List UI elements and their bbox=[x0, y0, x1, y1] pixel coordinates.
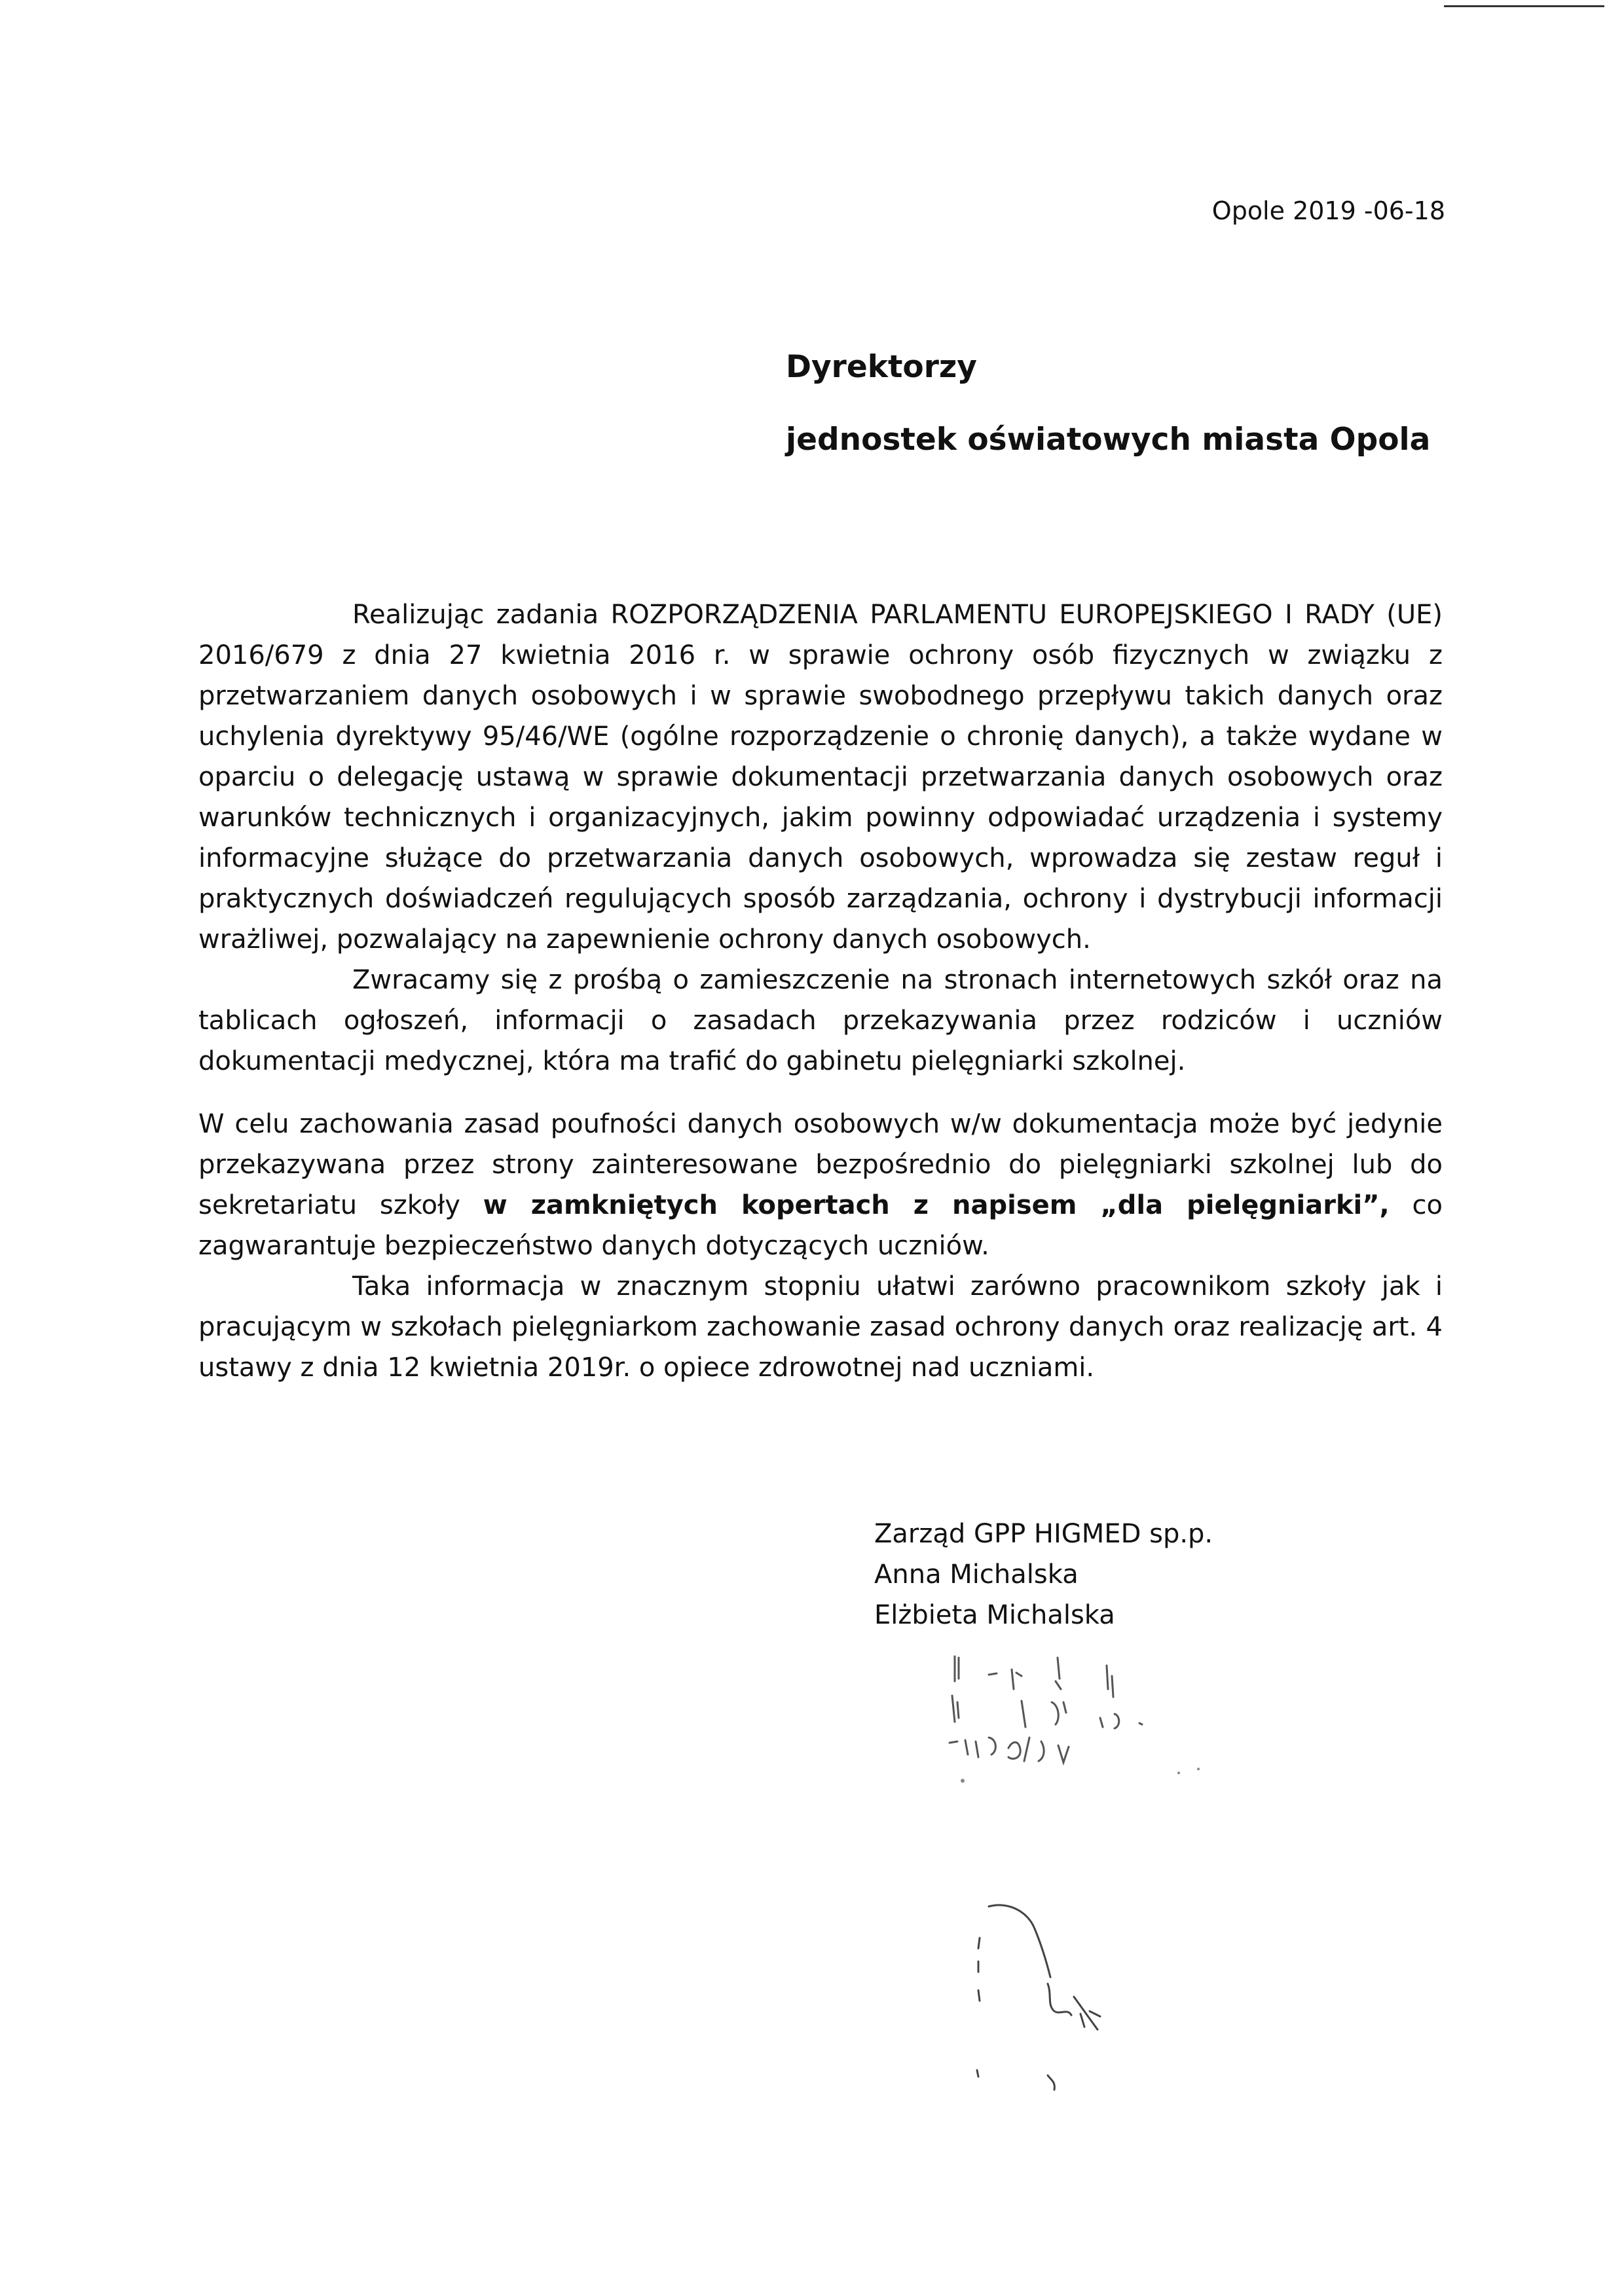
signature-line-1: Zarząd GPP HIGMED sp.p. bbox=[874, 1519, 1213, 1549]
signature-line-2: Anna Michalska bbox=[874, 1559, 1079, 1590]
body-paragraph-3 bbox=[198, 1104, 1443, 1266]
body-paragraph-3-start: W celu zachowania zasad poufności danych osobowych w/w dokumentacja może być jedynie przekazywana przez strony zainteresowane bezpośrednio do pielęgniarki szkolnej lub do sekretariatu szkoły bbox=[198, 1109, 1443, 1220]
recipient-line-1: Dyrektorzy bbox=[786, 349, 977, 385]
letter-body bbox=[198, 594, 1443, 1388]
letter-date: Opole 2019 -06-18 bbox=[1211, 196, 1445, 225]
body-paragraph-3-end: co zagwarantuje bezpieczeństwo danych dotyczących uczniów. bbox=[198, 1190, 1443, 1261]
signature-line-3: Elżbieta Michalska bbox=[874, 1600, 1115, 1630]
body-paragraph-1: Realizując zadania ROZPORZĄDZENIA PARLAMENTU EUROPEJSKIEGO I RADY (UE) 2016/679 z dnia 27 kwietnia 2016 r. w sprawie ochrony osób fizycznych w związku z przetwarzaniem danych osobowych i w sprawie swobodnego przepływu takich danych oraz uchylenia dyrektywy 95/46/WE (ogólne rozporządzenie o chronię danych), a także wydane w oparciu o delegację ustawą w sprawie dokumentacji przetwarzania danych osobowych oraz warunków technicznych i organizacyjnych, jakim powinny odpowiadać urządzenia i systemy informacyjne służące do przetwarzania danych osobowych, wprowadza się zestaw reguł i praktycznych doświadczeń regulujących sposób zarządzania, ochrony i dystrybucji informacji wrażliwej, pozwalający na zapewnienie ochrony danych osobowych. bbox=[198, 600, 1443, 955]
handwritten-signature-icon bbox=[969, 1899, 1153, 2095]
signature-block bbox=[874, 1514, 1213, 1635]
faded-stamp-icon bbox=[943, 1650, 1218, 1787]
body-paragraph-4: Taka informacja w znacznym stopniu ułatwi zarówno pracownikom szkoły jak i pracującym w szkołach pielęgniarkom zachowanie zasad ochrony danych oraz realizację art. 4 ustawy z dnia 12 kwietnia 2019r. o opiece zdrowotnej nad uczniami. bbox=[198, 1271, 1443, 1383]
recipient-line-2: jednostek oświatowych miasta Opola bbox=[786, 422, 1431, 458]
top-edge-rule bbox=[1444, 5, 1604, 7]
body-paragraph-2: Zwracamy się z prośbą o zamieszczenie na stronach internetowych szkół oraz na tablicach ogłoszeń, informacji o zasadach przekazywania przez rodziców i uczniów dokumentacji medycznej, która ma trafić do gabinetu pielęgniarki szkolnej. bbox=[198, 965, 1443, 1076]
recipient-address bbox=[786, 331, 1430, 476]
body-paragraph-3-emphasis: w zamkniętych kopertach z napisem „dla pielęgniarki”, bbox=[483, 1190, 1390, 1220]
